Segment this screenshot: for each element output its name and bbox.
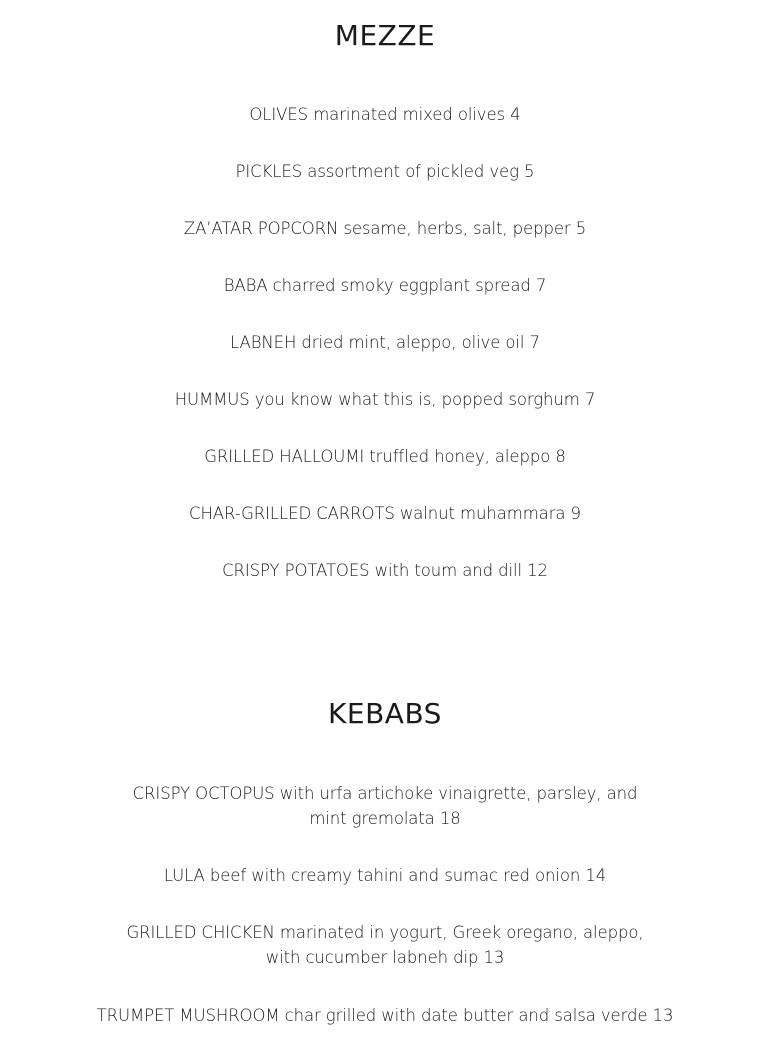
menu-item: GRILLED CHICKEN marinated in yogurt, Greek oregano, aleppo, with cucumber labneh dip 13 — [126, 923, 644, 967]
menu-item: HUMMUS you know what this is, popped sorghum 7 — [174, 390, 596, 409]
menu-item: ZA’ATAR POPCORN sesame, herbs, salt, pepper 5 — [183, 219, 587, 238]
menu-item: CRISPY POTATOES with toum and dill 12 — [222, 561, 548, 580]
section-title-mezze: MEZZE — [334, 19, 436, 52]
menu-item: OLIVES marinated mixed olives 4 — [249, 105, 521, 124]
menu-item: GRILLED HALLOUMI truffled honey, aleppo 8 — [204, 447, 566, 466]
menu-item: CHAR-GRILLED CARROTS walnut muhammara 9 — [189, 504, 581, 523]
menu-item: CRISPY OCTOPUS with urfa artichoke vinaigrette, parsley, and mint gremolata 18 — [132, 784, 638, 828]
menu-item: PICKLES assortment of pickled veg 5 — [235, 162, 535, 181]
menu-item: BABA charred smoky eggplant spread 7 — [223, 276, 547, 295]
menu-item: LULA beef with creamy tahini and sumac red onion 14 — [163, 866, 607, 885]
menu-item: LABNEH dried mint, aleppo, olive oil 7 — [230, 333, 540, 352]
section-title-kebabs: KEBABS — [328, 697, 442, 730]
menu-item: TRUMPET MUSHROOM char grilled with date butter and salsa verde 13 — [96, 1006, 674, 1025]
